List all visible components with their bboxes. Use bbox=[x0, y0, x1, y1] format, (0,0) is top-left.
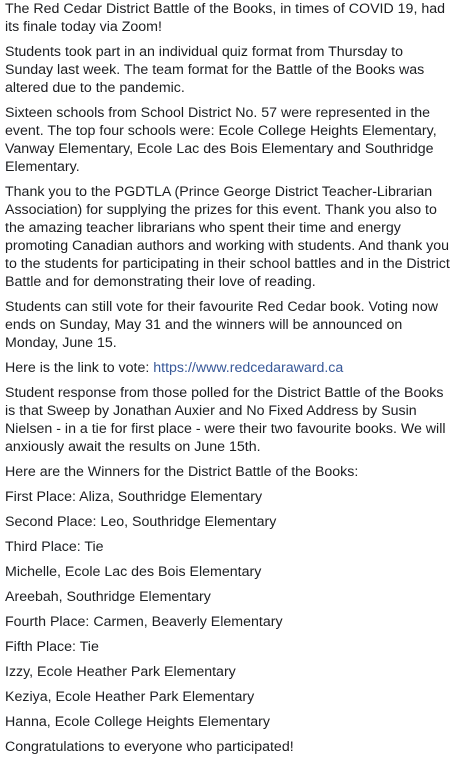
winner-line: Hanna, Ecole College Heights Elementary bbox=[5, 714, 270, 730]
vote-link[interactable]: https://www.redcedaraward.ca bbox=[153, 360, 344, 376]
winner-line: Fourth Place: Carmen, Beaverly Elementary bbox=[5, 614, 283, 630]
winner-line: Fifth Place: Tie bbox=[5, 639, 99, 655]
post-paragraph-student-response: Student response from those polled for the District Battle of the Books is that Sweep by Jonathan Auxier and No Fixed Address by Susin Nielsen - in a tie for first place - were their two favourite books. We will anxiously await the results on June 15th. bbox=[5, 385, 446, 455]
winner-line: Second Place: Leo, Southridge Elementary bbox=[5, 514, 277, 530]
winner-line: Keziya, Ecole Heather Park Elementary bbox=[5, 689, 255, 705]
winner-line: Izzy, Ecole Heather Park Elementary bbox=[5, 664, 236, 680]
closing-line: Congratulations to everyone who participated! bbox=[5, 739, 294, 755]
post-paragraph-format: Students took part in an individual quiz format from Thursday to Sunday last week. The team format for the Battle of the Books was altered due to the pandemic. bbox=[5, 44, 425, 96]
post-paragraph-finale: The Red Cedar District Battle of the Books, in times of COVID 19, had its finale today via Zoom! bbox=[5, 1, 446, 35]
winner-line: First Place: Aliza, Southridge Elementary bbox=[5, 489, 263, 505]
winner-line: Areebah, Southridge Elementary bbox=[5, 589, 211, 605]
winners-intro: Here are the Winners for the District Battle of the Books: bbox=[5, 464, 359, 480]
post-paragraph-voting: Students can still vote for their favourite Red Cedar book. Voting now ends on Sunday, May 31 and the winners will be announced on Monday, June 15. bbox=[5, 299, 438, 351]
post-paragraph-thanks: Thank you to the PGDTLA (Prince George District Teacher-Librarian Association) for supplying the prizes for this event. Thank you also to the amazing teacher librarians who spent their time and energy promoting Canadian authors and working with students. And thank you to the students for participating in their school battles and in the District Battle and for demonstrating their love of reading. bbox=[5, 184, 450, 290]
post-paragraph-vote-link bbox=[5, 359, 454, 377]
winner-line: Michelle, Ecole Lac des Bois Elementary bbox=[5, 564, 262, 580]
winner-line: Third Place: Tie bbox=[5, 539, 104, 555]
vote-link-prefix: Here is the link to vote: bbox=[5, 360, 154, 376]
post-paragraph-schools: Sixteen schools from School District No. 57 were represented in the event. The top four schools were: Ecole College Heights Elementary, Vanway Elementary, Ecole Lac des Bois Elementary and Southridge Elementary. bbox=[5, 105, 437, 175]
